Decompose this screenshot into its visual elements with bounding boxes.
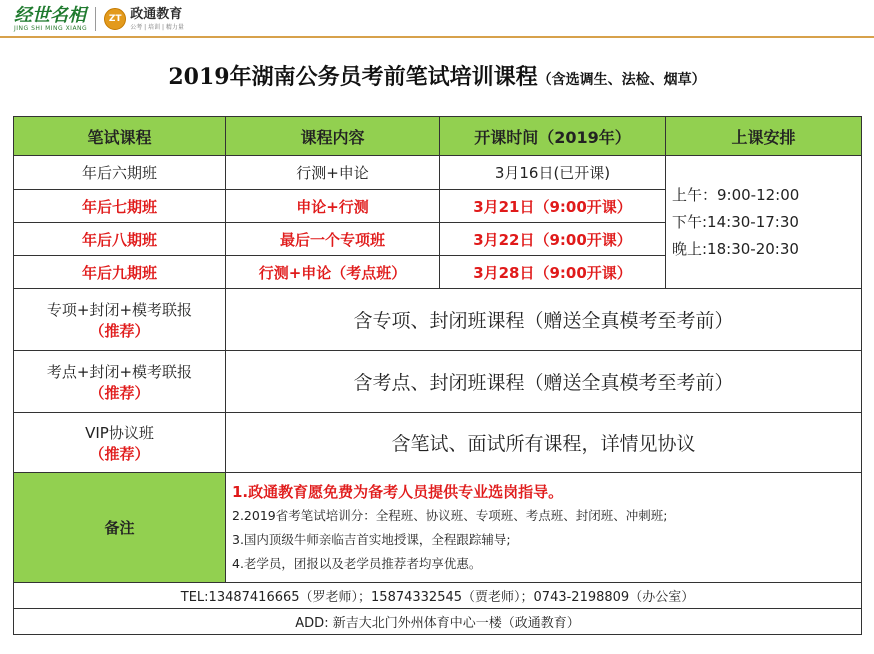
header-time: 开课时间（2019年） bbox=[440, 117, 666, 156]
brand-script: 经世名相 bbox=[14, 4, 86, 26]
schedule-evening: 晚上:18:30-20:30 bbox=[672, 239, 799, 258]
table-header-row bbox=[14, 117, 862, 156]
header-schedule: 上课安排 bbox=[666, 117, 862, 156]
package-tag: （推荐） bbox=[89, 321, 150, 340]
note-item: 1.政通教育愿免费为备考人员提供专业选岗指导。 bbox=[232, 482, 564, 501]
footer-row bbox=[14, 609, 862, 635]
notes-row bbox=[14, 473, 862, 583]
brand-subtitle: JING SHI MING XIANG bbox=[14, 24, 88, 32]
page-title bbox=[0, 60, 874, 91]
note-item: 4.老学员，团报以及老学员推荐者均享优惠。 bbox=[232, 555, 482, 571]
course-content: 行测+申论 bbox=[226, 156, 440, 190]
schedule-morning: 上午：9:00-12:00 bbox=[672, 185, 800, 204]
package-row bbox=[14, 351, 862, 413]
course-content: 申论+行测 bbox=[226, 190, 440, 223]
package-tag: （推荐） bbox=[89, 444, 150, 463]
note-item: 2.2019省考笔试培训分：全程班、协议班、专项班、考点班、封闭班、冲刺班; bbox=[232, 507, 668, 523]
package-name-cell bbox=[14, 351, 226, 413]
package-desc: 含考点、封闭班课程（赠送全真模考至考前） bbox=[226, 351, 862, 413]
contact-tel: TEL:13487416665（罗老师）；15874332545（贾老师）；0743-2198809（办公室） bbox=[14, 583, 862, 609]
schedule-afternoon: 下午:14:30-17:30 bbox=[672, 212, 799, 231]
course-time: 3月16日(已开课) bbox=[440, 156, 666, 190]
package-row bbox=[14, 289, 862, 351]
course-table bbox=[13, 116, 862, 635]
logo-bar bbox=[14, 6, 184, 32]
contact-address: ADD: 新吉大北门外州体育中心一楼（政通教育） bbox=[14, 609, 862, 635]
schedule-cell bbox=[666, 156, 862, 289]
zt-brand-name: 政通教育 bbox=[130, 6, 183, 22]
package-name-cell bbox=[14, 289, 226, 351]
footer-row bbox=[14, 583, 862, 609]
package-name: VIP协议班 bbox=[85, 423, 154, 442]
package-name: 考点+封闭+模考联报 bbox=[46, 362, 193, 381]
package-tag: （推荐） bbox=[89, 383, 150, 402]
title-sub: （含选调生、法检、烟草） bbox=[537, 72, 706, 88]
course-time: 3月22日（9:00开课） bbox=[440, 223, 666, 256]
package-row bbox=[14, 413, 862, 473]
brand-logo bbox=[14, 4, 88, 32]
course-time: 3月28日（9:00开课） bbox=[440, 256, 666, 289]
package-name-cell bbox=[14, 413, 226, 473]
course-content: 最后一个专项班 bbox=[226, 223, 440, 256]
zt-slogan: 公考 | 培训 | 精力量 bbox=[130, 23, 184, 31]
course-name: 年后八期班 bbox=[14, 223, 226, 256]
header-course: 笔试课程 bbox=[14, 117, 226, 156]
zt-logo-icon: ZT bbox=[104, 8, 126, 30]
course-content: 行测+申论（考点班） bbox=[226, 256, 440, 289]
notes-cell bbox=[226, 473, 862, 583]
header-rule bbox=[0, 36, 874, 38]
course-name: 年后六期班 bbox=[14, 156, 226, 190]
course-name: 年后九期班 bbox=[14, 256, 226, 289]
note-item: 3.国内顶级牛师亲临吉首实地授课，全程跟踪辅导; bbox=[232, 531, 511, 547]
title-main: 2019年湖南公务员考前笔试培训课程 bbox=[168, 64, 538, 90]
course-name: 年后七期班 bbox=[14, 190, 226, 223]
logo-divider bbox=[95, 7, 96, 31]
package-desc: 含笔试、面试所有课程，详情见协议 bbox=[226, 413, 862, 473]
course-time: 3月21日（9:00开课） bbox=[440, 190, 666, 223]
table-row bbox=[14, 156, 862, 190]
header-content: 课程内容 bbox=[226, 117, 440, 156]
notes-label: 备注 bbox=[14, 473, 226, 583]
package-desc: 含专项、封闭班课程（赠送全真模考至考前） bbox=[226, 289, 862, 351]
package-name: 专项+封闭+模考联报 bbox=[46, 300, 193, 319]
